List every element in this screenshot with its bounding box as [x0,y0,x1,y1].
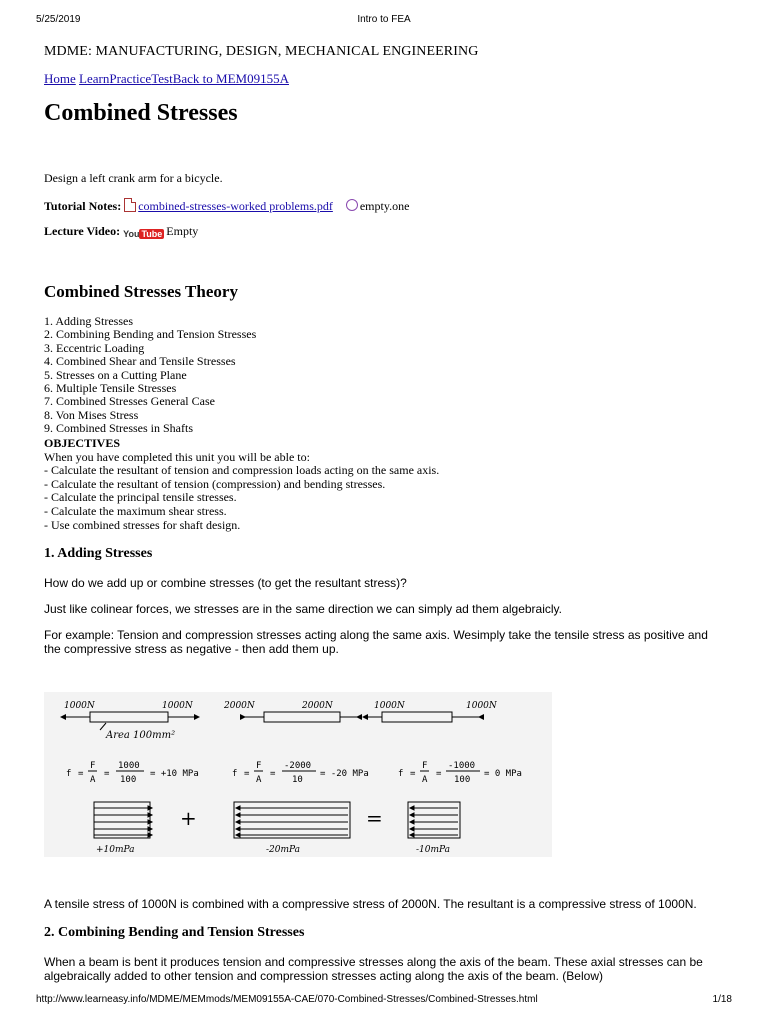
eq-1-result: = +10 MPa [150,769,199,779]
objective-item: - Use combined stresses for shaft design. [44,517,241,532]
stress-block-3 [408,802,460,838]
eq-1-num: 1000 [118,761,140,771]
bar-3-right-force: 1000N [466,701,497,711]
eq-1-A: A [90,775,96,785]
theory-item[interactable]: 8. Von Mises Stress [44,407,139,422]
eq-3-f: f [398,769,404,779]
breadcrumb-nav [44,71,289,87]
theory-item[interactable]: 4. Combined Shear and Tensile Stresses [44,354,236,369]
nav-practice-link[interactable]: Practice [109,71,152,86]
eq-2-den: 10 [292,775,303,785]
nav-learn-link[interactable]: Learn [79,71,110,86]
lecture-video-value: Empty [166,224,199,238]
section-1-result: A tensile stress of 1000N is combined with a compressive stress of 2000N. The resultant is a compressive stress of 1000N. [44,897,697,911]
objective-item: - Calculate the resultant of tension and compression loads acting on the same axis. [44,463,440,478]
bar-2-right-force: 2000N [302,701,333,711]
theory-item[interactable]: 2. Combining Bending and Tension Stresses [44,327,257,342]
area-note: Area 100mm² [106,730,176,741]
equals-sign: = [366,806,383,830]
stress-label-2: -20mPa [266,845,301,855]
bar-1-left-force: 1000N [64,701,95,711]
stress-block-2 [234,802,350,838]
objectives-block [44,437,439,532]
print-page-number: 1/18 [712,994,732,1005]
youtube-icon[interactable] [123,226,164,241]
eq-3-num: -1000 [448,761,476,771]
theory-item[interactable]: 5. Stresses on a Cutting Plane [44,367,187,382]
lecture-video-label: Lecture Video: [44,224,121,238]
eq-2-eq: = [244,769,250,779]
eq-3-F: F [422,761,428,771]
bar-diagram-1 [60,701,200,741]
theory-item[interactable]: 6. Multiple Tensile Stresses [44,381,177,396]
eq-3-result: = 0 MPa [484,769,522,779]
bar-diagram-3 [362,701,498,722]
section-1-question: How do we add up or combine stresses (to get the resultant stress)? [44,576,407,590]
plus-sign: + [180,806,197,830]
lecture-video [44,224,198,241]
bar-diagram-2 [223,701,362,722]
eq-2-F: F [256,761,262,771]
print-title: Intro to FEA [357,14,411,25]
nav-back-link[interactable]: Back to MEM09155A [172,71,289,86]
theory-list [44,315,256,436]
onenote-icon [346,199,358,211]
section-1-heading: 1. Adding Stresses [44,546,153,561]
section-2-heading: 2. Combining Bending and Tension Stresses [44,925,305,940]
section-2-paragraph: When a beam is bent it produces tension and compressive stresses along the axis of the beam. These axial stresses can be algebraically added to other tension and compression stresses acting along the axis of the beam. (Below) [44,955,703,983]
eq-2-result: = -20 MPa [320,769,369,779]
objective-item: - Calculate the maximum shear stress. [44,503,227,518]
objectives-intro: When you have completed this unit you will be able to: [44,449,310,464]
tutorial-notes-label: Tutorial Notes [44,199,118,213]
site-title: MDME: MANUFACTURING, DESIGN, MECHANICAL ENGINEERING [44,44,479,59]
eq-2-eq2: = [270,769,276,779]
stress-label-1: +10mPa [96,845,135,855]
page-title: Combined Stresses [44,100,238,126]
eq-1-eq2: = [104,769,110,779]
stress-label-3: -10mPa [416,845,451,855]
nav-test-link[interactable]: Test [151,71,173,86]
tutorial-notes-extra[interactable]: empty.one [359,199,410,213]
theory-item[interactable]: 3. Eccentric Loading [44,340,145,355]
nav-home-link[interactable]: Home [44,71,76,86]
print-date: 5/25/2019 [36,14,81,25]
bar-3-left-force: 1000N [374,701,405,711]
theory-item[interactable]: 9. Combined Stresses in Shafts [44,421,193,436]
eq-2-A: A [256,775,262,785]
eq-3-den: 100 [454,775,471,785]
equation-3 [398,761,522,785]
objective-item: - Calculate the resultant of tension (compression) and bending stresses. [44,476,386,491]
theory-item[interactable]: 1. Adding Stresses [44,314,134,328]
section-1-paragraph: Just like colinear forces, we stresses are in the same direction we can simply ad them algebraicly. [44,602,562,616]
eq-2-f: f [232,769,238,779]
eq-1-F: F [90,761,96,771]
eq-1-eq: = [78,769,84,779]
pdf-icon [124,198,136,212]
eq-2-num: -2000 [284,761,312,771]
stress-block-1 [94,802,152,838]
objectives-heading: OBJECTIVES [44,436,121,450]
eq-1-f: f [66,769,72,779]
bar-2-left-force: 2000N [224,701,255,711]
tutorial-notes-link[interactable]: combined-stresses-worked problems.pdf [138,199,333,213]
bar-1-right-force: 1000N [162,701,193,711]
eq-3-eq2: = [436,769,442,779]
theory-item[interactable]: 7. Combined Stresses General Case [44,394,215,409]
print-url: http://www.learneasy.info/MDME/MEMmods/MEM09155A-CAE/070-Combined-Stresses/Combined-Stresses.html [36,994,538,1005]
equation-2 [232,761,369,785]
objective-item: - Calculate the principal tensile stresses. [44,490,237,505]
adding-stresses-figure [44,692,552,857]
youtube-logo-you: You [123,229,140,239]
figure-drawing [44,692,552,857]
equation-1 [66,761,199,785]
eq-3-A: A [422,775,428,785]
tutorial-notes [44,198,409,214]
tutorial-notes-colon: : [117,199,122,213]
section-1-example: For example: Tension and compression stresses acting along the same axis. Wesimply take the tensile stress as positive and the compressive stress as negative - then add them up. [44,628,708,656]
eq-1-den: 100 [120,775,137,785]
theory-heading: Combined Stresses Theory [44,282,238,301]
intro-text: Design a left crank arm for a bicycle. [44,171,223,185]
youtube-logo-tube: Tube [141,229,163,239]
eq-3-eq: = [410,769,416,779]
